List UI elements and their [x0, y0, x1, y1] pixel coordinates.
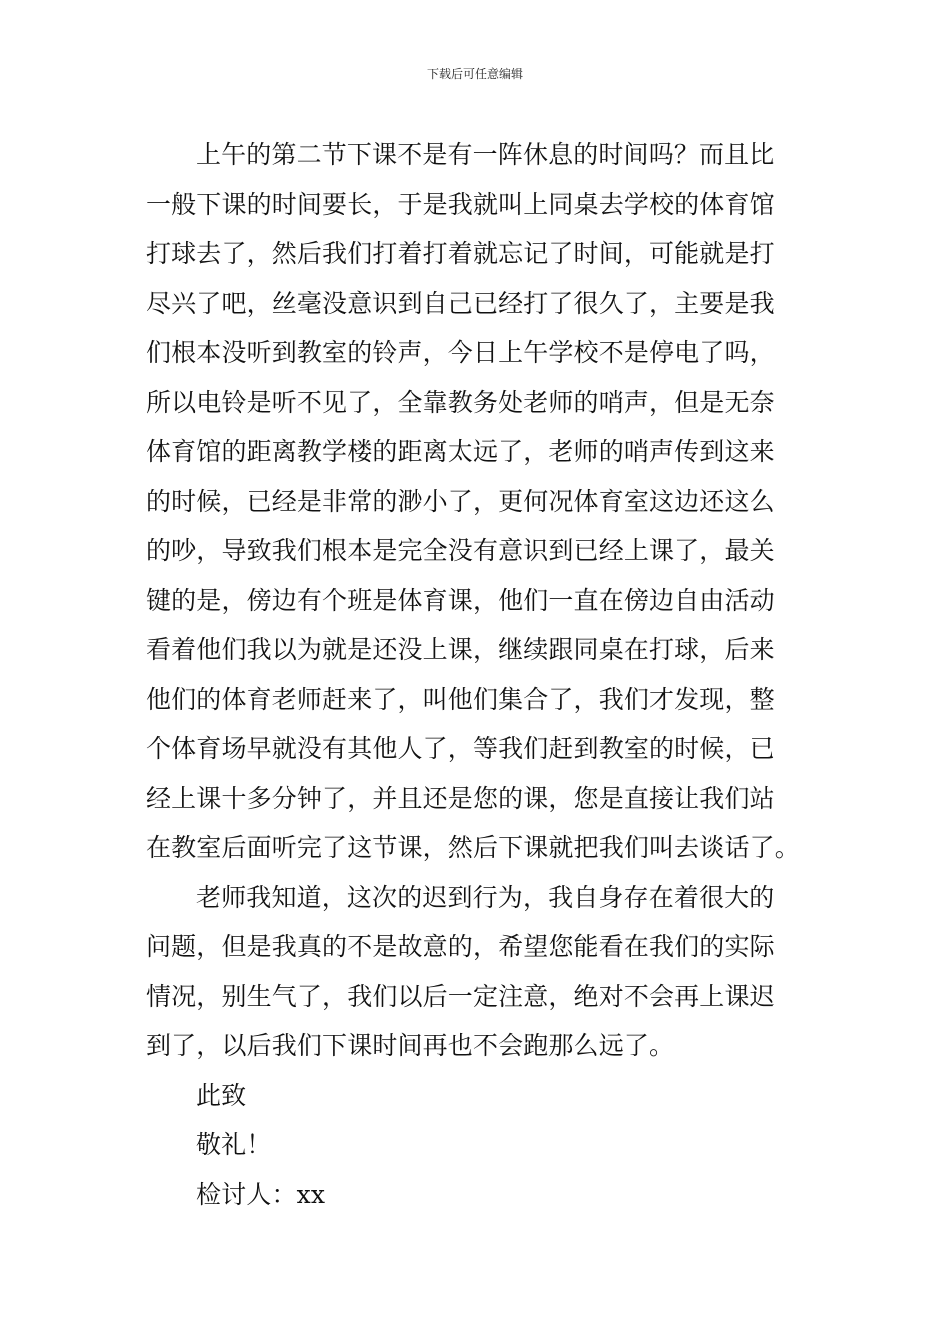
body-line: 尽兴了吧，丝毫没意识到自己已经打了很久了，主要是我 [146, 288, 775, 318]
body-line: 一般下课的时间要长，于是我就叫上同桌去学校的体育馆 [146, 189, 775, 219]
letter-body [146, 130, 806, 1219]
body-line: 打球去了，然后我们打着打着就忘记了时间，可能就是打 [146, 239, 775, 268]
body-line: 的时候，已经是非常的渺小了，更何况体育室这边还这么 [146, 486, 775, 516]
body-line: 体育馆的距离教学楼的距离太远了，老师的哨声传到这来 [146, 437, 775, 466]
body-line: 到了，以后我们下课时间再也不会跑那么远了。 [146, 1031, 675, 1060]
body-line: 情况，别生气了，我们以后一定注意，绝对不会再上课迟 [146, 981, 775, 1011]
body-line: 们根本没听到教室的铃声，今日上午学校不是停电了吗， [146, 338, 775, 367]
body-line: 的吵，导致我们根本是完全没有意识到已经上课了，最关 [146, 536, 775, 565]
body-line: 所以电铃是听不见了，全靠教务处老师的哨声，但是无奈 [146, 387, 775, 417]
body-line: 问题，但是我真的不是故意的，希望您能看在我们的实际 [146, 932, 775, 961]
closing-respect: 敬礼！ [196, 1130, 272, 1159]
signature: 检讨人：xx [196, 1179, 326, 1209]
body-line: 他们的体育老师赶来了，叫他们集合了，我们才发现，整 [146, 684, 775, 714]
body-line: 经上课十多分钟了，并且还是您的课，您是直接让我们站 [146, 783, 775, 813]
body-line: 上午的第二节下课不是有一阵休息的时间吗？而且比 [196, 140, 775, 169]
body-line: 看着他们我以为就是还没上课，继续跟同桌在打球，后来 [146, 635, 775, 664]
body-line: 个体育场早就没有其他人了，等我们赶到教室的时候，已 [146, 734, 775, 763]
closing-salutation: 此致 [196, 1080, 247, 1110]
page-header: 下载后可任意编辑 [426, 67, 523, 81]
body-line: 在教室后面听完了这节课，然后下课就把我们叫去谈话了。 [146, 833, 800, 862]
body-line: 键的是，傍边有个班是体育课，他们一直在傍边自由活动 [146, 585, 775, 615]
body-line: 老师我知道，这次的迟到行为，我自身存在着很大的 [196, 882, 775, 912]
